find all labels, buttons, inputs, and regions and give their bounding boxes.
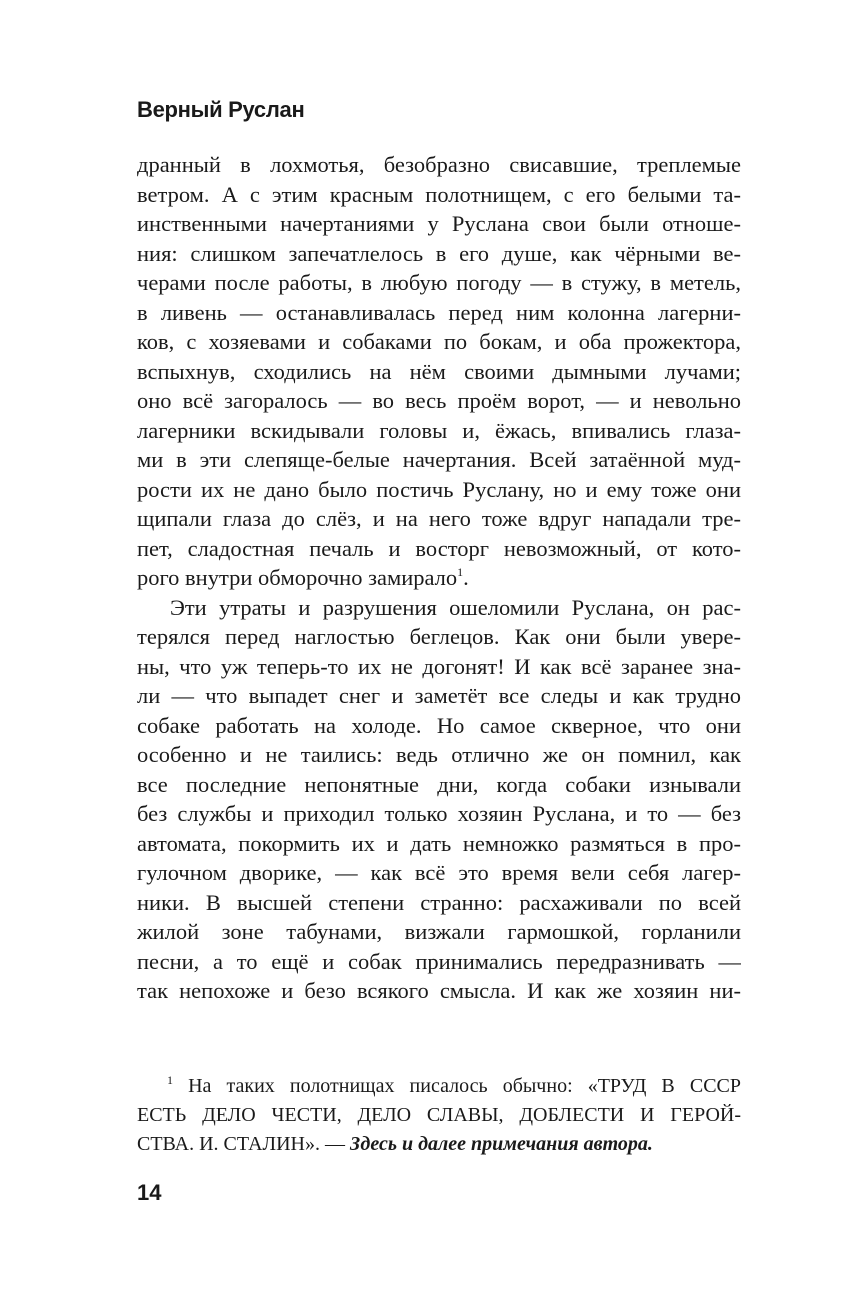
text-line: жилой зоне табунами, визжали гармошкой, горланили <box>137 919 741 944</box>
footnote-line: ЕСТЬ ДЕЛО ЧЕСТИ, ДЕЛО СЛАВЫ, ДОБЛЕСТИ И ГЕРОЙ- <box>137 1104 741 1126</box>
footnote-line <box>137 1130 741 1159</box>
text-line: собаке работать на холоде. Но самое скверное, что они <box>137 712 741 738</box>
footnote-mark: 1 <box>167 1073 173 1087</box>
footnote-text: На таких полотнищах писалось обычно: «ТРУД В СССР <box>188 1075 741 1097</box>
running-head: Верный Руслан <box>137 97 305 122</box>
footnote <box>137 1072 741 1159</box>
text-line: песни, а то ещё и собак принимались передразнивать — <box>137 948 741 974</box>
text-line: гулочном дворике, — как всё это время вели себя лагер- <box>137 860 741 885</box>
text-line: так непохоже и безо всякого смысла. И как же хозяин ни- <box>137 978 741 1003</box>
author-note: Здесь и далее примечания автора. <box>349 1133 653 1155</box>
footnote-reference[interactable]: 1 <box>457 565 464 579</box>
text-line: щипали глаза до слёз, и на него тоже вдруг нападали тре- <box>137 506 741 531</box>
text-line: лагерники вскидывали головы и, ёжась, впивались глаза- <box>137 417 741 443</box>
text-fragment: . <box>463 565 469 590</box>
text-line: оно всё загоралось — во весь проём ворот, — и невольно <box>137 388 741 413</box>
footnote-text: СТВА. И. СТАЛИН». <box>137 1133 320 1155</box>
text-line: инственными начертаниями у Руслана свои были отноше- <box>137 211 741 236</box>
text-line: рости их не дано было постичь Руслану, но и ему тоже они <box>137 476 741 502</box>
text-line: ники. В высшей степени странно: расхаживали по всей <box>137 889 741 915</box>
text-line: ков, с хозяевами и собаками по бокам, и оба прожектора, <box>137 329 741 354</box>
paragraph <box>137 593 741 1006</box>
text-line: в ливень — останавливалась перед ним колонна лагерни- <box>137 299 741 325</box>
text-line: ветром. А с этим красным полотнищем, с его белыми та- <box>137 181 741 207</box>
text-line: вспыхнув, сходились на нём своими дымными лучами; <box>137 358 741 384</box>
text-line <box>137 563 741 593</box>
footnote-line <box>137 1072 741 1101</box>
text-line: дранный в лохмотья, безобразно свисавшие, треплемые <box>137 152 741 177</box>
text-line: особенно и не таились: ведь отлично же он помнил, как <box>137 742 741 767</box>
text-line: ния: слишком запечатлелось в его душе, как чёрными ве- <box>137 240 741 266</box>
paragraph <box>137 150 741 593</box>
body-text <box>137 150 741 1006</box>
text-line: автомата, покормить их и дать немножко размяться в про- <box>137 830 741 856</box>
text-line: все последние непонятные дни, когда собаки изнывали <box>137 771 741 797</box>
text-line: ми в эти слепяще-белые начертания. Всей затаённой муд- <box>137 447 741 472</box>
text-line: Эти утраты и разрушения ошеломили Руслана, он рас- <box>170 594 741 620</box>
page-number: 14 <box>137 1180 162 1205</box>
text-fragment: рого внутри обморочно замирало <box>137 565 458 590</box>
text-line: ны, что уж теперь-то их не догонят! И как всё заранее зна- <box>137 653 741 679</box>
text-line: черами после работы, в любую погоду — в стужу, в метель, <box>137 270 741 295</box>
text-line: пет, сладостная печаль и восторг невозможный, от кото- <box>137 535 741 561</box>
text-line: без службы и приходил только хозяин Руслана, и то — без <box>137 801 741 826</box>
text-line: ли — что выпадет снег и заметёт все следы и как трудно <box>137 683 741 708</box>
footnote-dash: — <box>319 1133 350 1155</box>
text-line: терялся перед наглостью беглецов. Как они были увере- <box>137 624 741 649</box>
